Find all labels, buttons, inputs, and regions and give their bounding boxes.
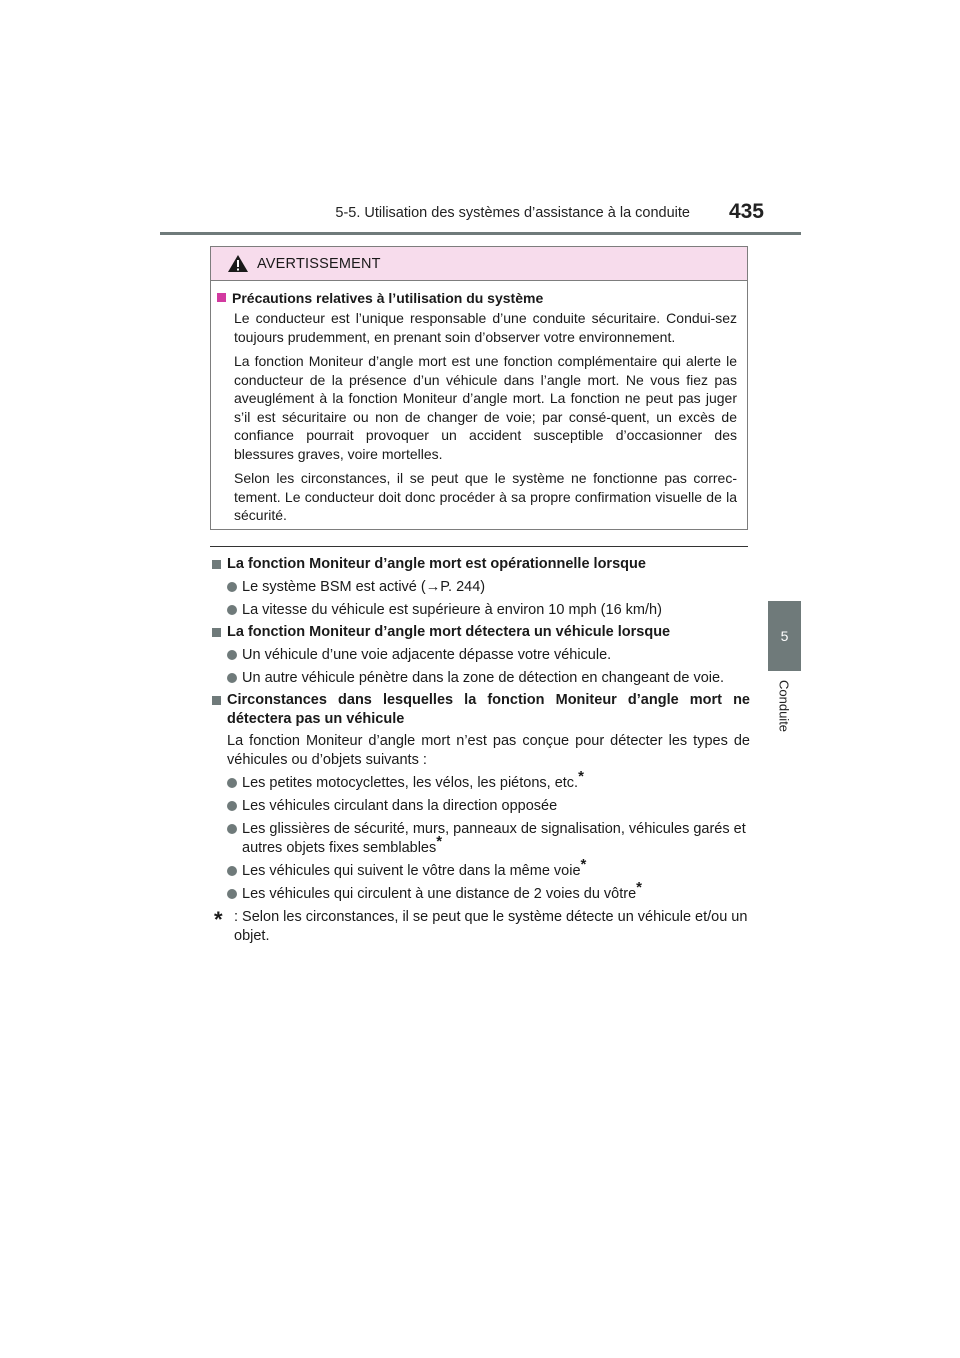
running-header: 5-5. Utilisation des systèmes d’assistance à la conduite xyxy=(335,205,690,221)
footnote-star: * xyxy=(436,833,443,851)
list-item-text: Les véhicules qui circulent à une distance de 2 voies du vôtre* xyxy=(242,879,642,902)
section-heading-text: La fonction Moniteur d’angle mort détectera un véhicule lorsque xyxy=(227,624,671,640)
square-icon xyxy=(217,293,226,302)
chapter-number: 5 xyxy=(780,628,789,644)
section-rule xyxy=(210,546,748,547)
list-item-text: Les véhicules circulant dans la direction opposée xyxy=(242,798,558,814)
list-item xyxy=(227,820,750,858)
circle-bullet-icon xyxy=(227,801,237,811)
footnote-star: * xyxy=(636,879,642,897)
section-heading xyxy=(210,691,750,729)
list-item-text: Un véhicule d’une voie adjacente dépasse votre véhicule. xyxy=(242,647,612,663)
circle-bullet-icon xyxy=(227,650,237,660)
square-icon xyxy=(212,628,221,637)
list-item xyxy=(227,879,750,904)
section-heading xyxy=(210,623,750,642)
list-item xyxy=(227,669,750,688)
main-content xyxy=(210,552,750,946)
warning-paragraph: Le conducteur est l’unique responsable d’une conduite sécuritaire. Condui-sez toujours prudemment, en prenant soin d’observer votre environnement. xyxy=(234,310,737,345)
footnote xyxy=(214,908,750,946)
chapter-label: Conduite xyxy=(776,680,792,733)
footnote-star: * xyxy=(580,856,587,874)
warning-heading-text: Précautions relatives à l’utilisation du système xyxy=(232,290,544,306)
chapter-tab[interactable] xyxy=(768,601,801,671)
list-item-text: Les véhicules qui suivent le vôtre dans la même voie* xyxy=(242,856,587,879)
warning-paragraph: La fonction Moniteur d’angle mort est une fonction complémentaire qui alerte le conducteur de la présence d’un véhicule dans l’angle mort. Ne vous fiez pas aveuglément à la fonction Moniteur d’angle mort. La fonction ne peut pas juger s’il est sécuritaire ou non de changer de voie; par consé-quent, un excès de confiance pourrait provoquer un accident susceptible d’occasionner des blessures graves, voire mortelles. xyxy=(234,353,737,462)
footnote-marker: * xyxy=(214,907,223,932)
square-icon xyxy=(212,560,221,569)
section-intro: La fonction Moniteur d’angle mort n’est pas conçue pour détecter les types de véhicules ou d’objets suivants : xyxy=(227,733,750,768)
section-heading xyxy=(210,555,750,574)
list-item xyxy=(227,856,750,881)
list-item-text: La vitesse du véhicule est supérieure à environ 10 mph (16 km/h) xyxy=(242,602,662,618)
page-number: 435 xyxy=(728,200,764,223)
circle-bullet-icon xyxy=(227,673,237,683)
page-reference-link[interactable]: P. 244) xyxy=(440,579,486,595)
footnote-text: : Selon les circonstances, il se peut que le système détecte un véhicule et/ou un objet. xyxy=(234,909,748,944)
header-rule xyxy=(160,232,801,235)
warning-box xyxy=(210,246,748,530)
warning-paragraph: Selon les circonstances, il se peut que le système ne fonctionne pas correc-tement. Le conducteur doit donc procéder à sa propre confirmation visuelle de la sécurité. xyxy=(234,470,737,523)
warning-header xyxy=(211,247,747,281)
section-heading-text: Circonstances dans lesquelles la fonction Moniteur d’angle mort ne détectera pas un véhicule xyxy=(227,692,750,727)
list-item-text: Les glissières de sécurité, murs, panneaux de signalisation, véhicules garés et autres objets fixes semblables* xyxy=(242,821,746,856)
list-item xyxy=(227,601,750,620)
circle-bullet-icon xyxy=(227,824,237,834)
warning-title: AVERTISSEMENT xyxy=(257,255,381,272)
list-item xyxy=(227,768,750,793)
arrow-icon: → xyxy=(425,579,441,595)
circle-bullet-icon xyxy=(227,582,237,592)
list-item-text: Un autre véhicule pénètre dans la zone de détection en changeant de voie. xyxy=(242,670,725,686)
list-item xyxy=(227,797,750,816)
circle-bullet-icon xyxy=(227,866,237,876)
list-item xyxy=(227,578,750,597)
section-heading-text: La fonction Moniteur d’angle mort est opérationnelle lorsque xyxy=(227,556,646,572)
list-item-text: Les petites motocyclettes, les vélos, les piétons, etc.* xyxy=(242,768,584,791)
circle-bullet-icon xyxy=(227,778,237,788)
circle-bullet-icon xyxy=(227,889,237,899)
warning-triangle-icon xyxy=(227,254,249,273)
square-icon xyxy=(212,696,221,705)
footnote-star: * xyxy=(578,768,584,786)
warning-heading xyxy=(217,289,737,307)
list-item xyxy=(227,646,750,665)
circle-bullet-icon xyxy=(227,605,237,615)
warning-body xyxy=(211,281,747,525)
list-item-text: Le système BSM est activé (→P. 244) xyxy=(242,579,486,595)
